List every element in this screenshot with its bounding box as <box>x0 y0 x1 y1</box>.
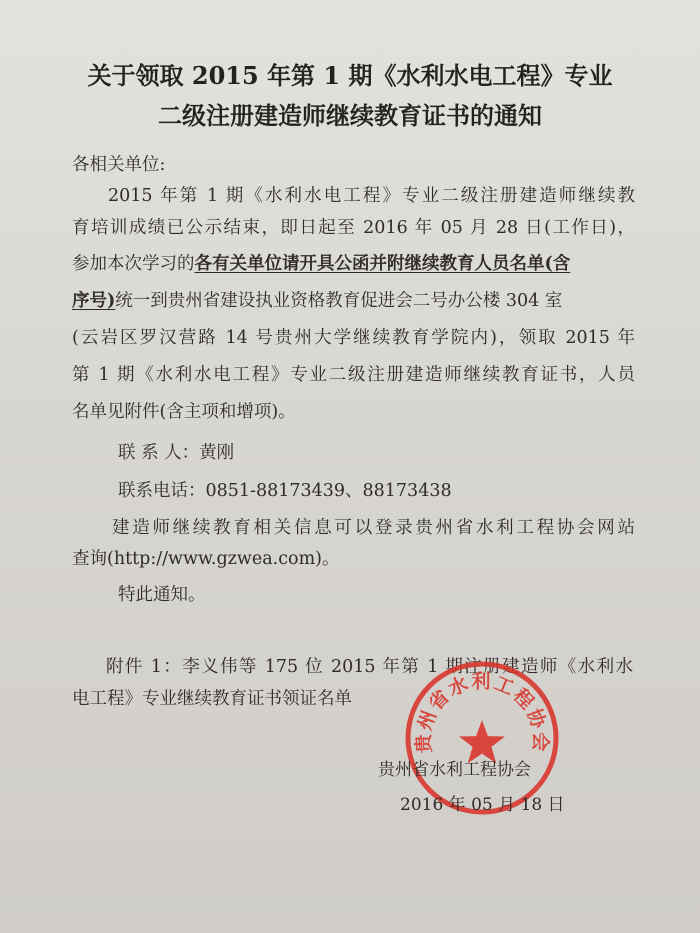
attachment-line-1: 附件 1：李义伟等 175 位 2015 年第 1 期注册建造师《水利水 <box>106 657 633 677</box>
body-line-6: 第 1 期《水利水电工程》专业二级注册建造师继续教育证书，人员 <box>72 365 635 385</box>
attachment-line-2: 电工程》专业继续教育证书领证名单 <box>72 689 352 709</box>
notice-title-line-2: 二级注册建造师继续教育证书的通知 <box>158 101 542 130</box>
issuer-name: 贵州省水利工程协会 <box>378 760 531 780</box>
body-line-1: 2015 年第 1 期《水利水电工程》专业二级注册建造师继续教 <box>108 186 635 206</box>
body-line-5: (云岩区罗汉营路 14 号贵州大学继续教育学院内)，领取 2015 年 <box>72 328 635 348</box>
body-line-4-rest: 统一到贵州省建设执业资格教育促进会二号办公楼 304 室 <box>115 291 563 311</box>
body-line-3-lead: 参加本次学习的 <box>72 254 195 274</box>
highlighted-requirement-end: 序号) <box>72 291 116 311</box>
body-line-2: 育培训成绩已公示结束，即日起至 2016 年 05 月 28 日(工作日)， <box>72 218 635 238</box>
info-line-1: 建造师继续教育相关信息可以登录贵州省水利工程协会网站 <box>112 518 635 538</box>
notice-title-line-1: 关于领取 2015 年第 1 期《水利水电工程》专业 <box>87 61 613 90</box>
contact-phone: 联系电话：0851-88173439、88173438 <box>118 481 452 501</box>
highlighted-requirement: 各有关单位请开具公函并附继续教育人员名单(含 <box>194 254 571 274</box>
body-line-7: 名单见附件(含主项和增项)。 <box>72 402 296 422</box>
info-line-2: 查询(http://www.gzwea.com)。 <box>72 549 340 569</box>
body-line-3 <box>72 251 570 277</box>
svg-text:贵州省水利工程协会: 贵州省水利工程协会 <box>412 670 552 754</box>
closing: 特此通知。 <box>118 585 206 605</box>
salutation: 各相关单位: <box>72 155 166 175</box>
issue-date: 2016 年 05 月 18 日 <box>400 795 565 815</box>
body-line-4 <box>72 288 562 314</box>
contact-person: 联 系 人：黄刚 <box>118 443 235 463</box>
